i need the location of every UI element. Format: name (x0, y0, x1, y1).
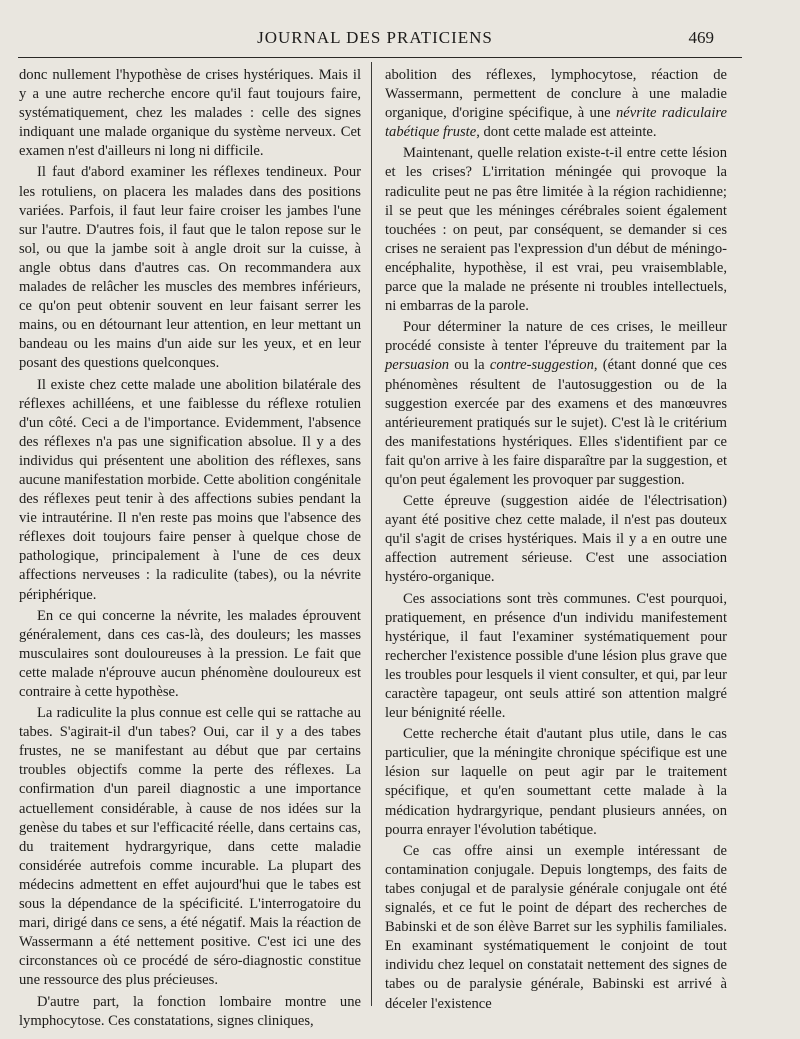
paragraph: Ce cas offre ainsi un exemple intéressant de contamination conjugale. Depuis longtemps, des faits de tabes conjugal et de paralysie générale conjugale ont été signalés, et ce fut le point de départ des recherches de Babinski et de son élève Barret sur les syphilis familiales. En examinant systématiquement le conjoint de tout individu chez lequel on constatait nettement des signes de tabes ou de paralysie générale, Babinski est arrivé à déceler l'existence (385, 842, 727, 1012)
header-rule (18, 57, 742, 58)
journal-title: JOURNAL DES PRATICIENS (257, 28, 493, 47)
column-divider (371, 62, 372, 1006)
text-run: ou la (449, 357, 490, 374)
text-run: abolition des réflexes, lymphocytose, réaction de Wassermann, permettent de conclure à une maladie organique, d'origine spécifique, à une (385, 67, 727, 122)
text-run: , dont cette malade est atteinte. (476, 124, 657, 141)
paragraph: En ce qui concerne la névrite, les malades éprouvent généralement, dans ces cas-là, des douleurs; les masses musculaires sont douloureuses à la pression. Le fait que cette malade n'éprouve aucun phénomène douloureux est contraire à cette hypothèse. (19, 607, 361, 700)
paragraph (385, 66, 727, 142)
emphasis-text: névrite radiculaire tabétique fruste (385, 105, 727, 141)
page-header (0, 22, 800, 52)
text-run: Pour déterminer la nature de ces crises, le meilleur procédé consiste à tenter l'épreuve du traitement par la (385, 319, 727, 355)
paragraph: Il existe chez cette malade une abolition bilatérale des réflexes achilléens, et une faiblesse du réflexe rotulien d'un côté. Ceci a de l'importance. Evidemment, l'absence des réflexes n'a pas une signification absolue. Il y a des individus qui présentent une abolition des réflexes, sans aucune manifestation morbide. Cette abolition congénitale des réflexes peut tenir à des affections subies pendant la vie intrautérine. Il n'en reste pas moins que l'absence des réflexes doit toujours faire penser à quelque chose de pathologique, principalement à l'une de ces deux affections nerveuses : la radiculite (tabes), ou la névrite périphérique. (19, 376, 361, 603)
paragraph: D'autre part, la fonction lombaire montre une lymphocytose. Ces constatations, signes cliniques, (19, 993, 361, 1029)
paragraph (385, 318, 727, 490)
right-column (385, 66, 727, 1014)
paragraph: Cette recherche était d'autant plus utile, dans le cas particulier, que la méningite chronique spécifique est une lésion sur laquelle on peut agir par le traitement spécifique, et qu'en soumettant cette malade à la médication hydrargyrique, pendant plusieurs années, on pourra enrayer l'évolution tabétique. (385, 726, 727, 838)
emphasis-text: persuasion (385, 357, 450, 374)
page-number: 469 (688, 28, 714, 47)
paragraph: donc nullement l'hypothèse de crises hystériques. Mais il y a une autre recherche encore qu'il faut toujours faire, systématiquement, chez les malades : celle des signes indiquant une malade organique du système nerveux. Cet examen n'est d'ailleurs ni long ni difficile. (19, 67, 361, 160)
paragraph: La radiculite la plus connue est celle qui se rattache au tabes. S'agirait-il d'un tabes? Oui, car il y a des tabes frustes, ne se manifestant au début que par certains troubles objectifs comme la perte des réflexes. La confirmation d'un pareil diagnostic a une importance actuellement considérable, à cause de nos idées sur la genèse du tabes et sur l'efficacité réelle, dans certains cas, du traitement hydrargyrique, dans cette maladie considérée autrefois comme incurable. La plupart des médecins admettent en effet aujourd'hui que le tabes est sous la dépendance de la spécificité. L'interrogatoire du mari, dirigé dans ce sens, a été négatif. Mais la réaction de Wassermann a été nettement positive. C'est ici une des circonstances où ce procédé de séro-diagnostic constitue une ressource des plus précieuses. (19, 705, 361, 989)
emphasis-text: contre-suggestion (489, 357, 594, 374)
text-run: , (étant donné que ces phénomènes résultent de l'autosuggestion ou de la suggestion exercée par des examens et des manœuvres antérieurement pratiqués sur le sujet). C'est là le critérium des manifestations hystériques. Elles s'identifient par ce fait qu'on arrive à les faire disparaître par la suggestion, et qu'on peut également les provoquer par suggestion. (385, 357, 727, 488)
paragraph: Ces associations sont très communes. C'est pourquoi, pratiquement, en présence d'un individu manifestement hystérique, il faut l'examiner systématiquement pour rechercher l'existence possible d'une lésion plus grave que les troubles pour lesquels il vient consulter, et qui, par leur caractère tapageur, ont seuls attiré son attention malgré leur bénignité réelle. (385, 590, 727, 722)
paragraph: Cette épreuve (suggestion aidée de l'électrisation) ayant été positive chez cette malade, il n'est pas douteux qu'il s'agit de crises hystériques. Mais il y a en outre une affection autrement sérieuse. C'est une association hystéro-organique. (385, 493, 727, 586)
left-column (19, 66, 361, 1031)
paragraph: Il faut d'abord examiner les réflexes tendineux. Pour les rotuliens, on placera les malades dans des positions variées. Parfois, il faut leur faire croiser les jambes l'une sur l'autre. D'autres fois, il faut que le talon repose sur le sol, ou que la jambe soit à angle droit sur la cuisse, à angle obtus dans d'autres cas. On recommandera aux malades de relâcher les muscles des membres inférieurs, ce qu'on peut obtenir souvent en leur faisant serrer les mains, ou en détournant leur attention, en leur mettant un bandeau ou les mains d'un aide sur les yeux, et en leur posant des questions quelconques. (19, 164, 361, 372)
paragraph: Maintenant, quelle relation existe-t-il entre cette lésion et les crises? L'irritation méningée qui provoque la radiculite peut ne pas être limitée à la région rachidienne; il se peut que les méninges cérébrales soient également touchées : on peut, par conséquent, se demander si ces crises ne seraient pas l'expression d'un début de méningo-encéphalite, hypothèse, il est vrai, peu vraisemblable, parce que la malade ne présente ni troubles intellectuels, ni embarras de la parole. (385, 145, 727, 315)
